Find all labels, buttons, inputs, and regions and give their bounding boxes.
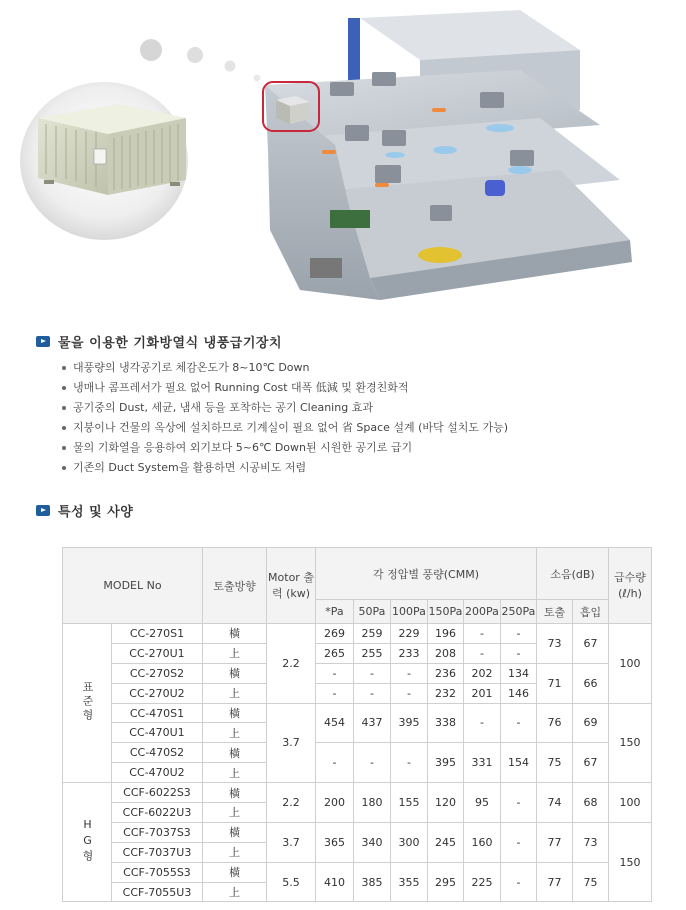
- product-unit: [38, 104, 186, 195]
- direction-cell: 上: [203, 842, 267, 862]
- flow-cell: -: [501, 624, 537, 644]
- flow-cell: 437: [354, 703, 391, 743]
- direction-cell: 橫: [203, 783, 267, 803]
- header-noise-in: 흡입: [573, 600, 609, 624]
- list-item: 물의 기화열을 응용하여 외기보다 5~6℃ Down된 시원한 공기로 급기: [62, 438, 508, 458]
- table-row: [63, 862, 652, 882]
- direction-cell: 上: [203, 882, 267, 902]
- model-cell: CCF-7037S3: [112, 822, 203, 842]
- flow-cell: 410: [316, 862, 354, 902]
- noise-out-cell: 76: [537, 703, 573, 743]
- flow-cell: 120: [428, 783, 464, 823]
- direction-cell: 上: [203, 683, 267, 703]
- model-cell: CCF-6022U3: [112, 803, 203, 823]
- flow-cell: -: [391, 743, 428, 783]
- direction-cell: 上: [203, 803, 267, 823]
- header-pressure: 250Pa: [501, 600, 537, 624]
- motor-cell: 2.2: [267, 783, 316, 823]
- section-heading-specs: 특성 및 사양: [36, 501, 133, 520]
- flow-cell: 134: [501, 663, 537, 683]
- model-cell: CC-270S1: [112, 624, 203, 644]
- flow-cell: -: [354, 663, 391, 683]
- list-item: 공기중의 Dust, 세균, 냄새 등을 포착하는 공기 Cleaning 효과: [62, 398, 508, 418]
- flow-cell: 245: [428, 822, 464, 862]
- direction-cell: 上: [203, 763, 267, 783]
- flow-cell: 180: [354, 783, 391, 823]
- spec-table: [62, 547, 652, 902]
- hero-illustration: [0, 0, 686, 320]
- noise-in-cell: 69: [573, 703, 609, 743]
- flow-cell: 295: [428, 862, 464, 902]
- flow-cell: -: [316, 743, 354, 783]
- flow-cell: -: [391, 683, 428, 703]
- header-pressure: 50Pa: [354, 600, 391, 624]
- model-cell: CC-270U1: [112, 643, 203, 663]
- flow-cell: 365: [316, 822, 354, 862]
- model-cell: CC-470U2: [112, 763, 203, 783]
- noise-in-cell: 68: [573, 783, 609, 823]
- flow-cell: 95: [464, 783, 501, 823]
- feature-list: [62, 358, 508, 478]
- model-cell: CC-470S1: [112, 703, 203, 723]
- flow-cell: 229: [391, 624, 428, 644]
- flow-cell: 233: [391, 643, 428, 663]
- header-direction: 토출방향: [203, 548, 267, 624]
- noise-out-cell: 73: [537, 624, 573, 664]
- flow-cell: 225: [464, 862, 501, 902]
- flow-cell: -: [391, 663, 428, 683]
- flow-cell: 208: [428, 643, 464, 663]
- flow-cell: -: [316, 663, 354, 683]
- flow-cell: -: [464, 703, 501, 743]
- factory-buildings: [265, 10, 632, 300]
- header-pressure: 150Pa: [428, 600, 464, 624]
- water-cell: 150: [609, 703, 652, 783]
- model-cell: CC-470U1: [112, 723, 203, 743]
- flow-cell: 331: [464, 743, 501, 783]
- table-row: [63, 703, 652, 723]
- model-cell: CCF-6022S3: [112, 783, 203, 803]
- flow-cell: 146: [501, 683, 537, 703]
- header-pressure: 200Pa: [464, 600, 501, 624]
- noise-in-cell: 67: [573, 624, 609, 664]
- flow-cell: 269: [316, 624, 354, 644]
- model-cell: CC-270U2: [112, 683, 203, 703]
- header-airflow: 각 정압별 풍량(CMM): [316, 548, 537, 600]
- section-heading-cooling: 물을 이용한 기화방열식 냉풍급기장치: [36, 332, 282, 351]
- water-cell: 150: [609, 822, 652, 902]
- header-noise: 소음(dB): [537, 548, 609, 600]
- model-cell: CCF-7055U3: [112, 882, 203, 902]
- noise-out-cell: 77: [537, 822, 573, 862]
- header-motor: Motor 출력 (kw): [267, 548, 316, 624]
- model-cell: CC-470S2: [112, 743, 203, 763]
- table-row: [63, 743, 652, 763]
- direction-cell: 橫: [203, 624, 267, 644]
- flow-cell: -: [501, 783, 537, 823]
- direction-cell: 上: [203, 723, 267, 743]
- flow-cell: 395: [428, 743, 464, 783]
- noise-out-cell: 74: [537, 783, 573, 823]
- flow-cell: 155: [391, 783, 428, 823]
- arrow-bullet-icon: [36, 505, 50, 516]
- direction-cell: 上: [203, 643, 267, 663]
- motor-cell: 3.7: [267, 822, 316, 862]
- header-pressure: *Pa: [316, 600, 354, 624]
- water-cell: 100: [609, 624, 652, 704]
- noise-in-cell: 75: [573, 862, 609, 902]
- direction-cell: 橫: [203, 663, 267, 683]
- table-row: [63, 783, 652, 803]
- flow-cell: -: [501, 703, 537, 743]
- group-label-standard: 표준형: [63, 624, 112, 783]
- noise-in-cell: 67: [573, 743, 609, 783]
- flow-cell: -: [501, 643, 537, 663]
- flow-cell: 385: [354, 862, 391, 902]
- model-cell: CCF-7037U3: [112, 842, 203, 862]
- header-model: MODEL No: [63, 548, 203, 624]
- flow-cell: 202: [464, 663, 501, 683]
- noise-out-cell: 71: [537, 663, 573, 703]
- motor-cell: 3.7: [267, 703, 316, 783]
- noise-in-cell: 73: [573, 822, 609, 862]
- factory-illustration: [0, 0, 686, 320]
- flow-cell: 259: [354, 624, 391, 644]
- flow-cell: 236: [428, 663, 464, 683]
- model-cell: CC-270S2: [112, 663, 203, 683]
- model-cell: CCF-7055S3: [112, 862, 203, 882]
- noise-out-cell: 77: [537, 862, 573, 902]
- flow-cell: 255: [354, 643, 391, 663]
- flow-cell: -: [464, 643, 501, 663]
- header-pressure: 100Pa: [391, 600, 428, 624]
- motor-cell: 2.2: [267, 624, 316, 704]
- water-cell: 100: [609, 783, 652, 823]
- flow-cell: 154: [501, 743, 537, 783]
- header-noise-out: 토출: [537, 600, 573, 624]
- table-row: [63, 624, 652, 644]
- direction-cell: 橫: [203, 743, 267, 763]
- flow-cell: 265: [316, 643, 354, 663]
- flow-cell: 201: [464, 683, 501, 703]
- flow-cell: -: [501, 862, 537, 902]
- flow-cell: 160: [464, 822, 501, 862]
- flow-cell: -: [464, 624, 501, 644]
- flow-cell: 200: [316, 783, 354, 823]
- flow-cell: -: [316, 683, 354, 703]
- header-water: 급수량 (ℓ/h): [609, 548, 652, 624]
- list-item: 기존의 Duct System을 활용하면 시공비도 저렴: [62, 458, 508, 478]
- flow-cell: -: [501, 822, 537, 862]
- list-item: 대풍량의 냉각공기로 체감온도가 8~10℃ Down: [62, 358, 508, 378]
- flow-cell: -: [354, 683, 391, 703]
- flow-cell: -: [354, 743, 391, 783]
- arrow-bullet-icon: [36, 336, 50, 347]
- noise-out-cell: 75: [537, 743, 573, 783]
- flow-cell: 454: [316, 703, 354, 743]
- flow-cell: 300: [391, 822, 428, 862]
- direction-cell: 橫: [203, 862, 267, 882]
- flow-cell: 196: [428, 624, 464, 644]
- flow-cell: 395: [391, 703, 428, 743]
- table-row: [63, 663, 652, 683]
- noise-in-cell: 66: [573, 663, 609, 703]
- group-label-hg: HG형: [63, 783, 112, 902]
- motor-cell: 5.5: [267, 862, 316, 902]
- flow-cell: 340: [354, 822, 391, 862]
- table-row: [63, 822, 652, 842]
- flow-cell: 232: [428, 683, 464, 703]
- list-item: 냉매나 콤프레서가 필요 없어 Running Cost 대폭 低減 및 환경친화적: [62, 378, 508, 398]
- flow-cell: 338: [428, 703, 464, 743]
- list-item: 지붕이나 건물의 옥상에 설치하므로 기계실이 필요 없어 省 Space 설계 (바닥 설치도 가능): [62, 418, 508, 438]
- flow-cell: 355: [391, 862, 428, 902]
- direction-cell: 橫: [203, 822, 267, 842]
- direction-cell: 橫: [203, 703, 267, 723]
